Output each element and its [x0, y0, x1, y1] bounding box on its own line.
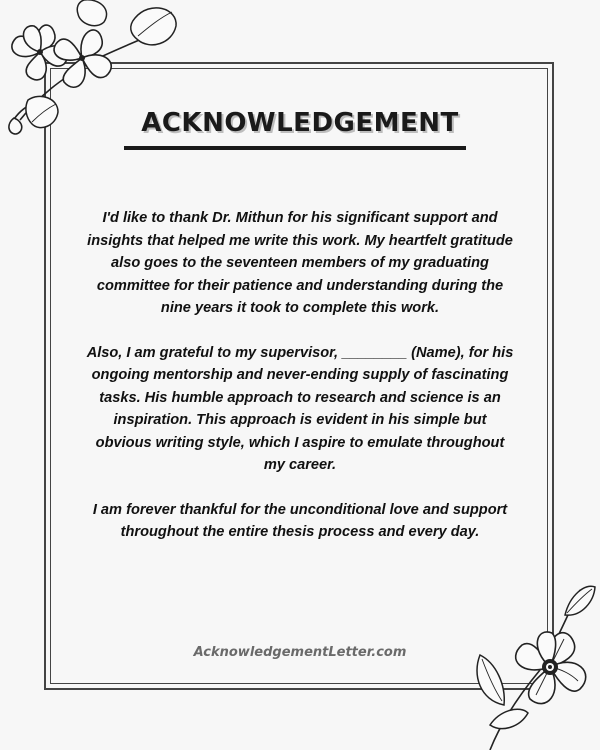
paragraph-3: I am forever thankful for the unconditional love and support throughout the entire thesis process and every day. — [92, 501, 508, 540]
paragraph-2: Also, I am grateful to my supervisor, ________ (Name), for his ongoing mentorship and never-ending supply of fascinating tasks. His humble approach to research and science is an inspiration. This approach is evident in his simple but obvious writing style, which I aspire to emulate throughout my career. — [86, 344, 514, 473]
website-footer: AcknowledgementLetter.com — [193, 645, 407, 660]
page-title: ACKNOWLEDGEMENT — [141, 108, 459, 138]
paragraph-1: I'd like to thank Dr. Mithun for his significant support and insights that helped me write this work. My heartfelt gratitude also goes to the seventeen members of my graduating committee for their patience and understanding during the nine years it took to complete this work. — [87, 210, 513, 316]
title-underline — [124, 146, 466, 150]
acknowledgement-body — [86, 207, 514, 566]
flower-icon — [470, 575, 600, 750]
